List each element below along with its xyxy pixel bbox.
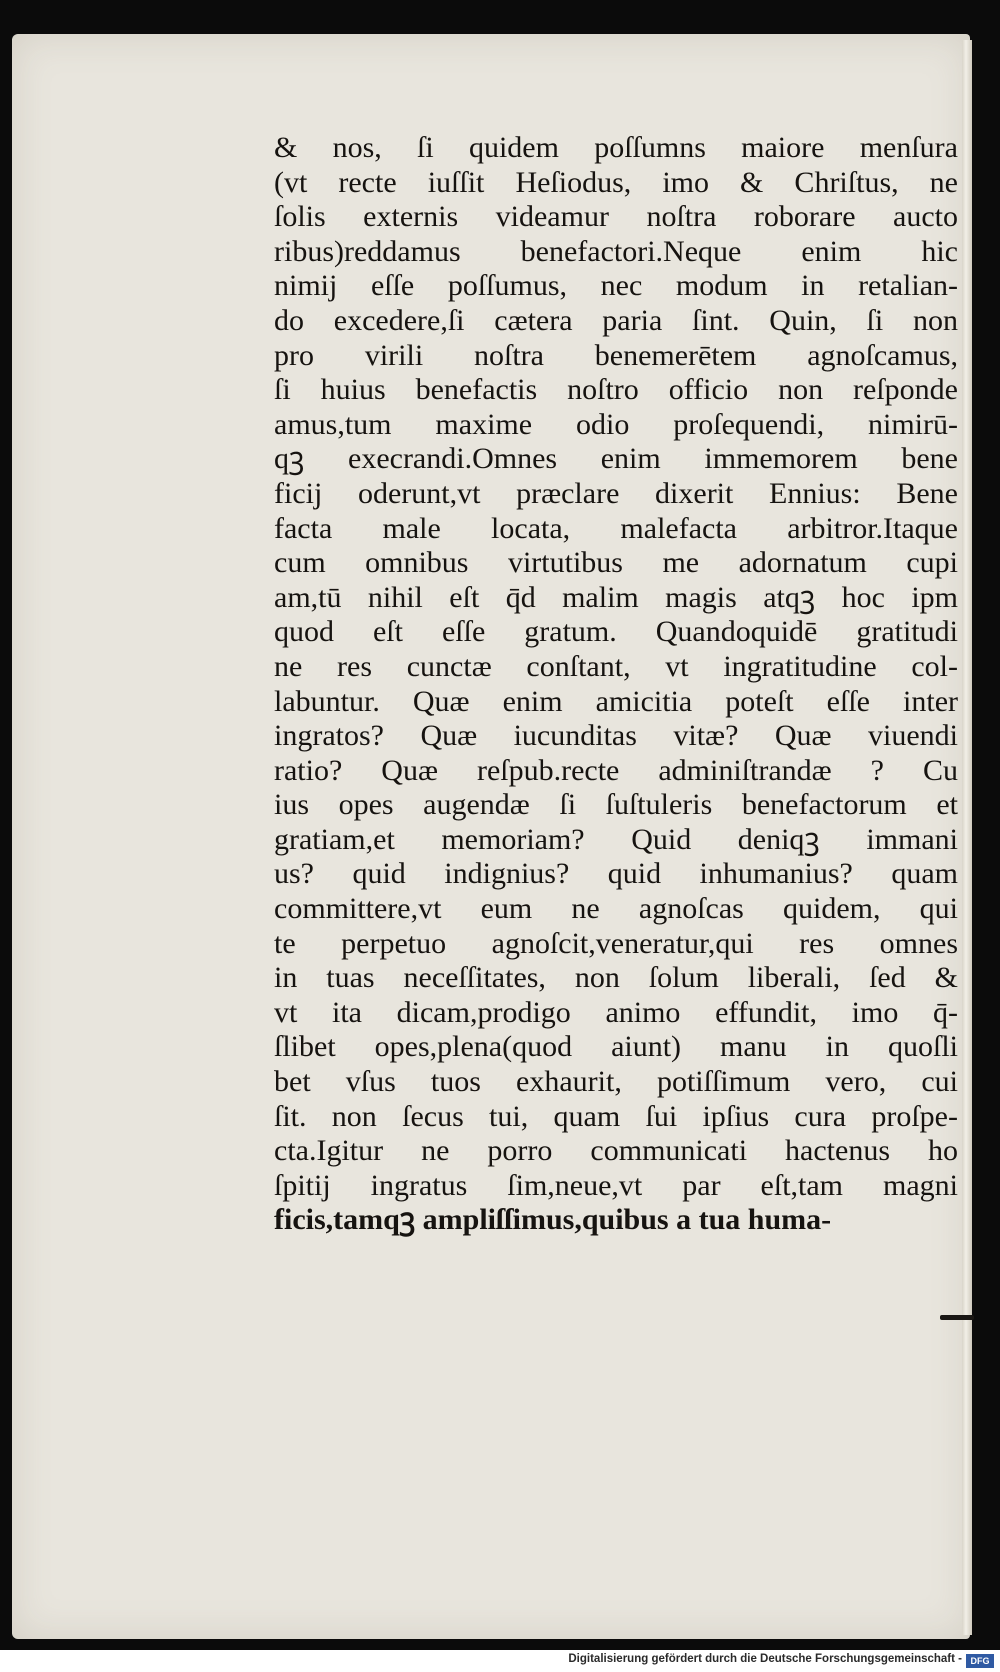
page-edge [962,40,972,1635]
text-line: amus,tum maxime odio proſequendi, nimirū- [274,407,958,441]
text-line: ſit. non ſecus tui, quam ſui ipſius cura proſpe- [274,1099,958,1133]
text-line: ſi huius benefactis noſtro officio non reſponde [274,373,958,407]
footer [0,1650,1000,1672]
text-line: labuntur. Quæ enim amicitia poteſt eſſe inter [274,684,958,718]
text-line: ribus)reddamus benefactori.Neque enim hic [274,234,958,268]
text-line-last: ficis,tamqꝫ ampliſſimus,quibus a tua huma- [274,1203,832,1237]
text-line: nimij eſſe poſſumus, nec modum in retalian- [274,269,958,303]
text-line: am,tū nihil eſt q̄d malim magis atqꝫ hoc ipm [274,580,958,614]
text-line: facta male locata, malefacta arbitror.Itaque [274,511,958,545]
text-line: us? quid indignius? quid inhumanius? quam [274,857,958,891]
text-line: in tuas neceſſitates, non ſolum liberali, ſed & [274,961,958,995]
text-line: ne res cunctæ conſtant, vt ingratitudine col- [274,649,958,683]
text-line: do excedere,ſi cætera paria ſint. Quin, ſi non [274,303,958,337]
text-line: ſlibet opes,plena(quod aiunt) manu in quoſli [274,1030,958,1064]
text-line: & nos, ſi quidem poſſumns maiore menſura [274,131,958,164]
text-line: ius opes augendæ ſi ſuſtuleris benefactorum et [274,788,958,822]
text-line: ſpitij ingratus ſim,neue,vt par eſt,tam magni [274,1168,958,1202]
text-line: vt ita dicam,prodigo animo effundit, imo q̄- [274,995,958,1029]
text-line: bet vſus tuos exhaurit, potiſſimum vero, cui [274,1065,958,1099]
text-line: cta.Igitur ne porro communicati hactenus ho [274,1134,958,1168]
text-line: quod eſt eſſe gratum. Quandoquidē gratitudi [274,615,958,649]
text-line: qꝫ execrandi.Omnes enim immemorem bene [274,442,958,476]
dfg-logo: DFG [966,1654,994,1668]
text-line: pro virili noſtra benemerētem agnoſcamus, [274,338,958,372]
text-line: ficij oderunt,vt præclare dixerit Ennius: Bene [274,476,958,510]
funding-credit: Digitalisierung gefördert durch die Deutsche Forschungsgemeinschaft - [568,1653,962,1665]
catchword-dash [940,1315,974,1320]
text-line: cum omnibus virtutibus me adornatum cupi [274,546,958,580]
text-line: gratiam,et memoriam? Quid deniqꝫ immani [274,822,958,856]
text-line: ratio? Quæ reſpub.recte adminiſtrandæ ? Cu [274,753,958,787]
text-line: ſolis externis videamur noſtra roborare aucto [274,200,958,234]
text-line: (vt recte iuſſit Heſiodus, imo & Chriſtus, ne [274,165,958,199]
text-line: committere,vt eum ne agnoſcas quidem, qui [274,892,958,926]
text-line: ingratos? Quæ iucunditas vitæ? Quæ viuendi [274,719,958,753]
body-text [274,131,958,1238]
text-line: te perpetuo agnoſcit,veneratur,qui res omnes [274,926,958,960]
